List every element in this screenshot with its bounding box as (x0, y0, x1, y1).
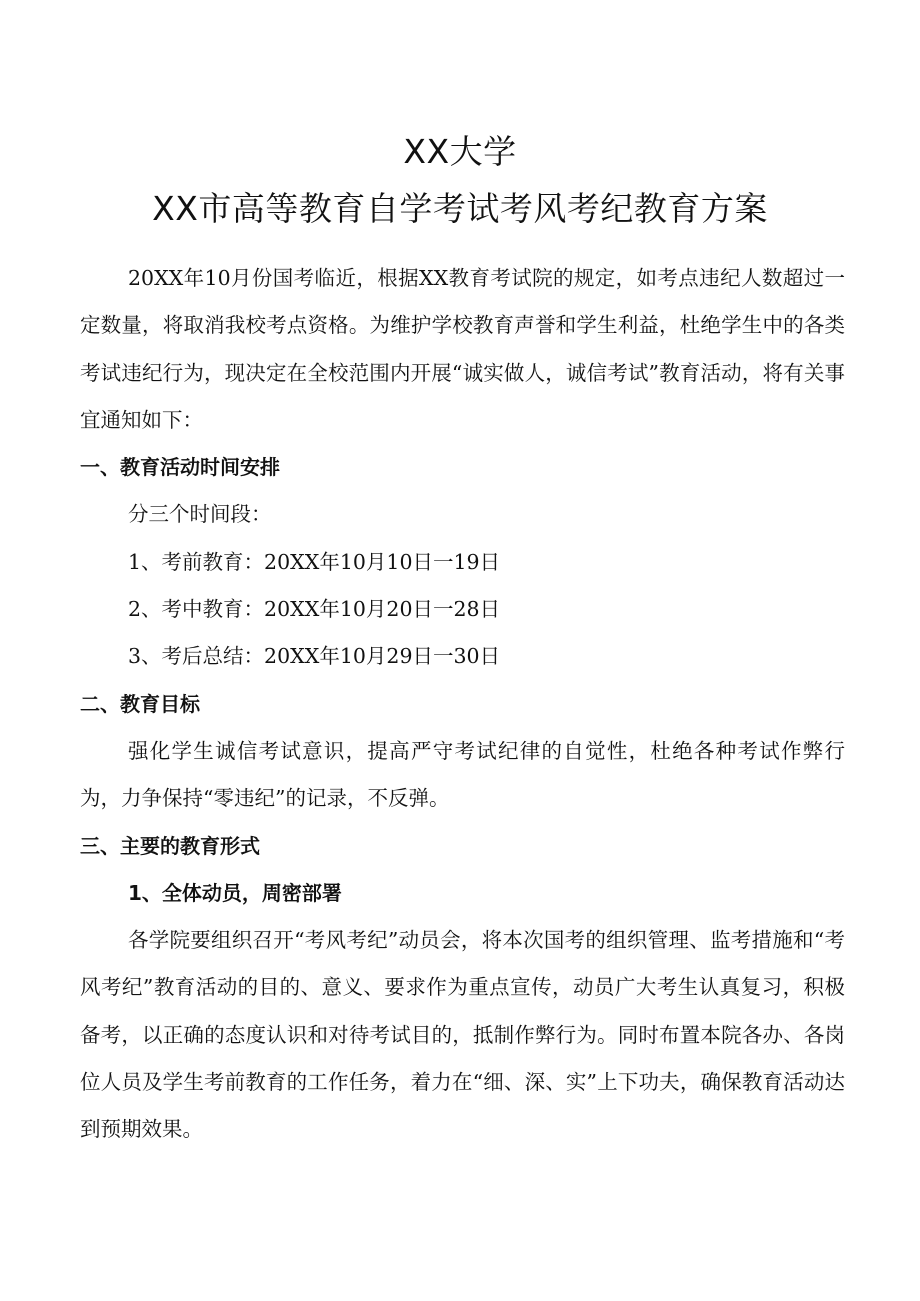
intro-paragraph: 20XX年10月份国考临近，根据XX教育考试院的规定，如考点违纪人数超过一定数量，将取消我校考点资格。为维护学校教育声誉和学生利益，杜绝学生中的各类考试违纪行为，现决定在全校范围内开展“诚实做人，诚信考试”教育活动，将有关事宜通知如下： (80, 266, 845, 432)
document-title-line1: XX大学 (403, 132, 517, 171)
section1-lead: 分三个时间段： (128, 502, 272, 527)
section1-item: 3、考后总结：20XX年10月29日一30日 (128, 644, 501, 669)
section1-heading: 一、教育活动时间安排 (80, 455, 280, 480)
section2-paragraph: 强化学生诚信考试意识，提高严守考试纪律的自觉性，杜绝各种考试作弊行为，力争保持“零违纪”的记录，不反弹。 (80, 738, 845, 811)
section1-item: 1、考前教育：20XX年10月10日一19日 (128, 549, 501, 574)
document-body (80, 255, 845, 1154)
section3-paragraph: 各学院要组织召开“考风考纪”动员会，将本次国考的组织管理、监考措施和“考风考纪”教育活动的目的、意义、要求作为重点宣传，动员广大考生认真复习，积极备考，以正确的态度认识和对待考试目的，抵制作弊行为。同时布置本院各办、各岗位人员及学生考前教育的工作任务，着力在“细、深、实”上下功夫，确保教育活动达到预期效果。 (80, 928, 845, 1142)
section3-subheading: 1、全体动员，周密部署 (128, 880, 342, 905)
section3-heading: 三、主要的教育形式 (80, 833, 260, 858)
section2-heading: 二、教育目标 (80, 691, 200, 716)
document-title-line2: XX市高等教育自学考试考风考纪教育方案 (152, 189, 768, 228)
section1-item: 2、考中教育：20XX年10月20日一28日 (128, 597, 501, 622)
